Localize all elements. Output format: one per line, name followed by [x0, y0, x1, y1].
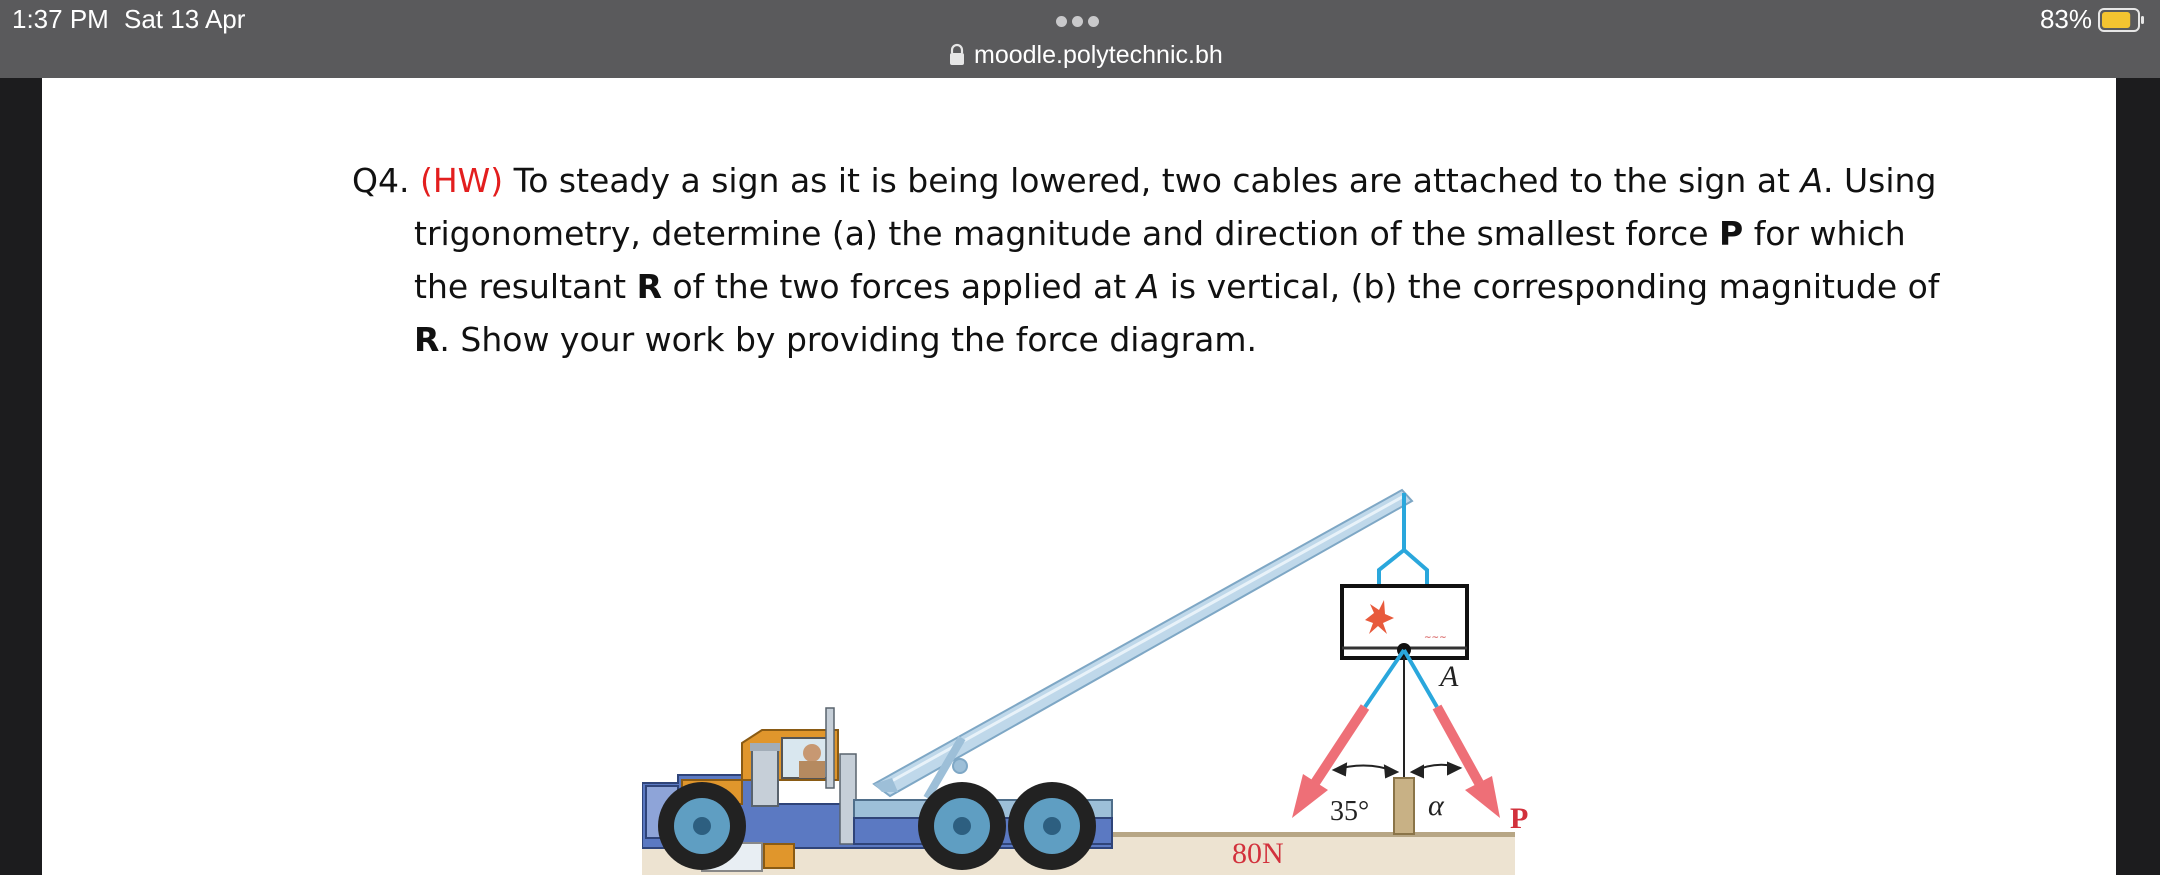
- question-text-segment: the resultant: [414, 267, 637, 306]
- alpha-label: α: [1428, 789, 1444, 822]
- question-text: [352, 154, 1940, 366]
- point-a-label: A: [1440, 660, 1459, 693]
- document-page[interactable]: [42, 78, 2116, 875]
- resultant-r-bold: R: [414, 320, 440, 359]
- force-p-arrowhead: [1465, 776, 1500, 818]
- force-p-bold: P: [1719, 214, 1744, 253]
- point-a-italic: A: [1800, 161, 1824, 200]
- url-text: moodle.polytechnic.bh: [974, 40, 1223, 69]
- question-text-segment: To steady a sign as it is being lowered, two cables are attached to the sign at: [503, 161, 1801, 200]
- question-line-4: [352, 313, 1912, 366]
- question-text-segment: . Using: [1823, 161, 1937, 200]
- question-text-segment: for which: [1743, 214, 1906, 253]
- rear-wheel-1: [918, 782, 1006, 870]
- question-line-3: [352, 260, 1940, 313]
- force-80n-label: 80N: [1232, 837, 1284, 870]
- question-text-segment: . Show your work by providing the force diagram.: [439, 320, 1258, 359]
- question-text-segment: is vertical, (b) the corresponding magnitude of: [1159, 267, 1940, 306]
- address-bar[interactable]: [948, 38, 1223, 72]
- status-time: 1:37 PM: [12, 4, 109, 34]
- question-line-1: [352, 154, 1937, 207]
- question-text-segment: trigonometry, determine (a) the magnitude and direction of the smallest force: [414, 214, 1720, 253]
- status-date: Sat 13 Apr: [124, 4, 246, 34]
- force-p-arrow-shaft: [1437, 707, 1479, 783]
- resultant-r-bold: R: [636, 267, 662, 306]
- battery-icon: [2098, 8, 2146, 32]
- svg-text:~~~: ~~~: [1424, 633, 1447, 643]
- battery-percent: 83%: [2039, 4, 2092, 34]
- force-80n-arrowhead: [1292, 774, 1328, 818]
- question-text-segment: of the two forces applied at: [662, 267, 1137, 306]
- question-line-2: [352, 207, 1912, 260]
- force-p-label: P: [1510, 802, 1529, 835]
- angle-35-label: 35°: [1330, 796, 1370, 827]
- angle-arrows: [1334, 763, 1460, 777]
- front-wheel: [658, 782, 746, 870]
- crane-truck-figure: [642, 408, 1562, 875]
- lock-icon: [948, 43, 966, 67]
- post: [1394, 778, 1414, 834]
- tab-overview-dots-icon[interactable]: [1056, 14, 1104, 26]
- point-a-italic: A: [1136, 267, 1160, 306]
- status-bar: [0, 0, 2160, 78]
- homework-tag: (HW): [419, 161, 504, 200]
- rear-wheel-2: [1008, 782, 1096, 870]
- question-number: Q4.: [352, 161, 410, 200]
